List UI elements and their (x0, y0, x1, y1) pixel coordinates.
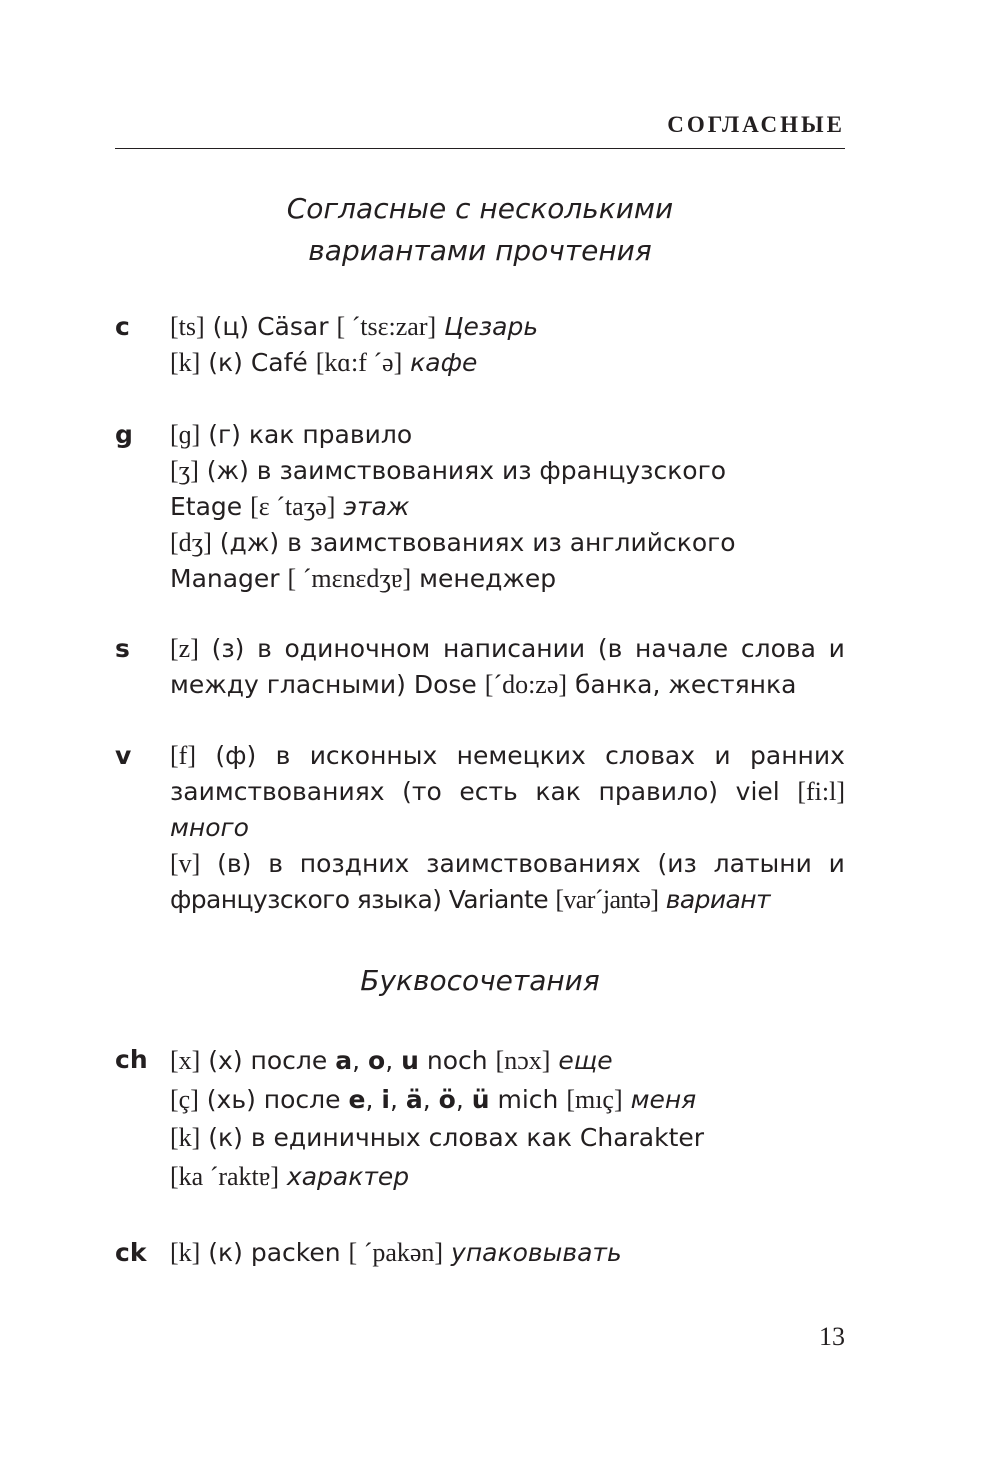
entry-letter: g (115, 420, 133, 449)
entry-letter: s (115, 634, 130, 663)
entry-letter: v (115, 741, 132, 770)
heading-variants (115, 188, 845, 272)
entry-line: [f] (ф) в исконных немецких словах и ранних (170, 741, 845, 770)
entry-line: [z] (з) в одиночном написании (в начале слова и (170, 634, 845, 663)
entry-line: [k] (к) Café [kɑ:f ´ə] кафе (170, 348, 478, 377)
entry-line: [dʒ] (дж) в заимствованиях из английского (170, 528, 736, 557)
running-header (115, 112, 845, 149)
entry-line: французского языка) Variante [var´jantə] вариант (170, 885, 770, 914)
heading-combinations: Буквосочетания (360, 964, 600, 997)
entry-line: [v] (в) в поздних заимствованиях (из латыни и (170, 849, 845, 878)
heading-line: Согласные с несколькими (286, 192, 674, 225)
page-number: 13 (819, 1322, 845, 1351)
entry-line: заимствованиях (то есть как правило) viel [fi:l] (170, 777, 845, 806)
entry-line: [k] (к) в единичных словах как Charakter (170, 1123, 705, 1152)
entry-letter: ck (115, 1238, 147, 1267)
entry-line: [ka ´raktɐ] характер (170, 1161, 410, 1191)
entry-line: [ç] (хь) после e, i, ä, ö, ü mich [mıç] меня (170, 1084, 697, 1114)
entry-line: [ts] (ц) Cäsar [ ´tsɛ:zar] Цезарь (170, 312, 539, 341)
entry-line: [k] (к) packen [ ´pakən] упаковывать (170, 1238, 622, 1267)
entry-line: [ʒ] (ж) в заимствованиях из французского (170, 456, 727, 485)
entry-line: [x] (х) после a, o, u noch [nɔx] еще (170, 1046, 613, 1075)
entry-letter: ch (115, 1045, 148, 1074)
entry-line: много (170, 813, 249, 842)
section-title: СОГЛАСНЫЕ (667, 112, 845, 137)
entry-line: Manager [ ´mɛnɛdʒɐ] менеджер (170, 564, 557, 593)
entry-line: [ɡ] (г) как правило (170, 420, 413, 449)
entry-line: Etage [ɛ ´taʒə] этаж (170, 492, 410, 521)
entry-line: между гласными) Dose [´do:zə] банка, жестянка (170, 670, 797, 699)
heading-line: вариантами прочтения (308, 234, 652, 267)
entry-letter: c (115, 312, 130, 341)
